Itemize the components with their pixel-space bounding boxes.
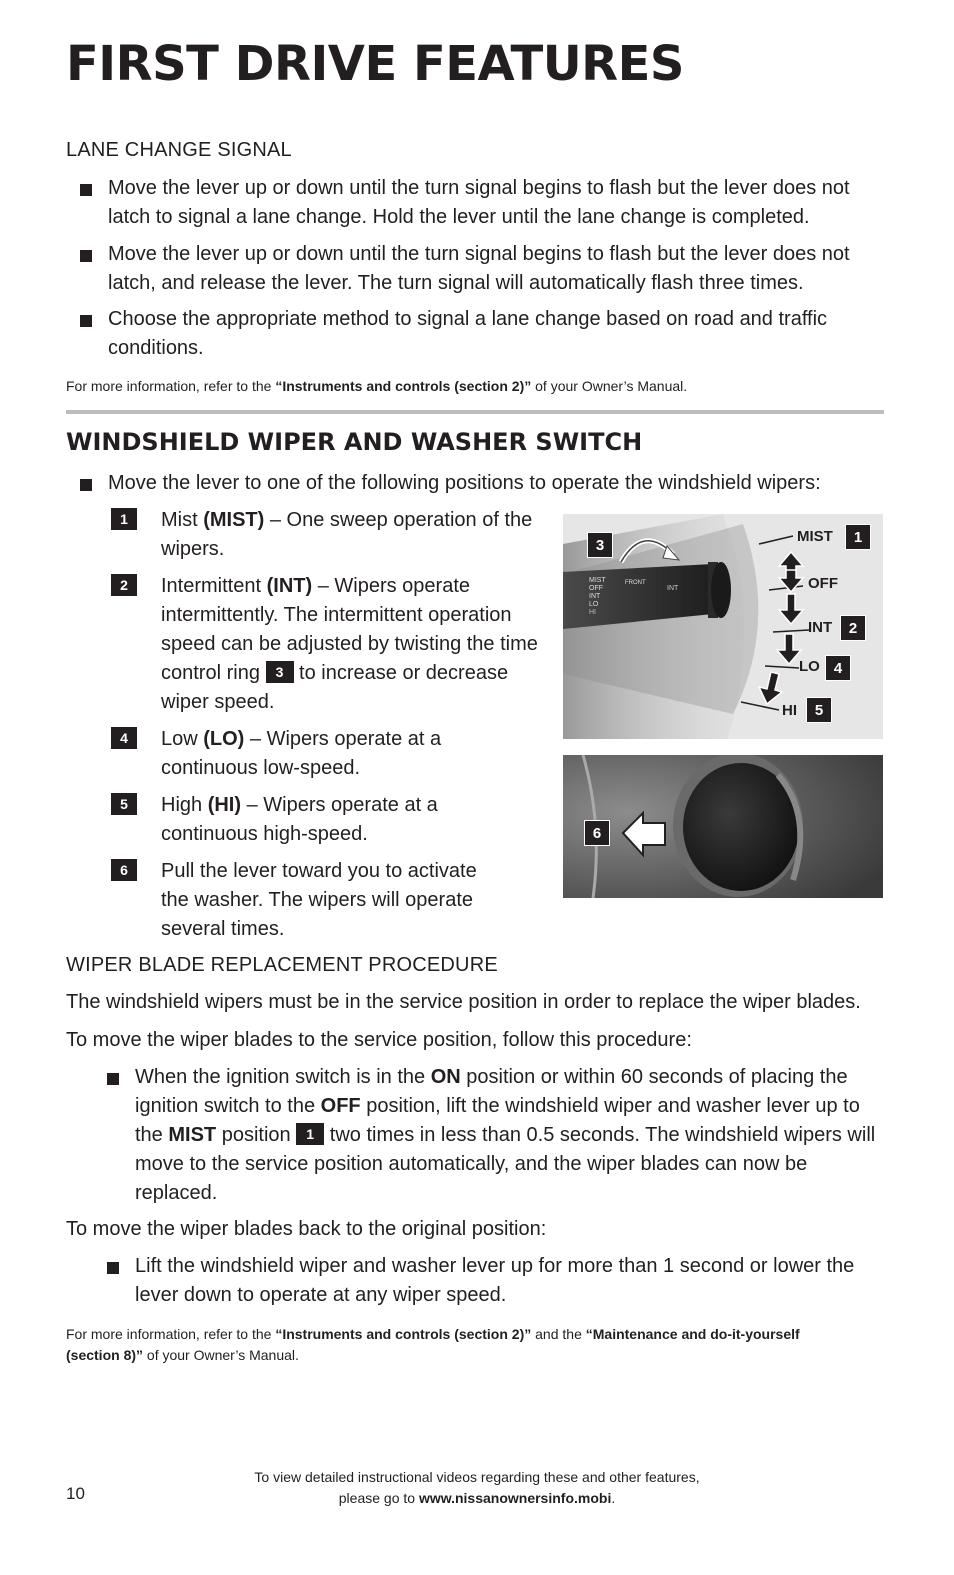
washer-number-badge: 6	[584, 820, 610, 846]
bullet-square	[80, 479, 92, 491]
page-title: FIRST DRIVE FEATURES	[66, 36, 684, 92]
mist-label: MIST	[797, 528, 833, 545]
bullet-text: Lift the windshield wiper and washer lever up for more than 1 second or lower the lever down to operate at any wiper speed.	[135, 1255, 855, 1306]
number-badge: 2	[111, 574, 137, 596]
int-number-badge: 2	[840, 615, 866, 641]
replacement-note: For more information, refer to the “Instruments and controls (section 2)” and the “Maintenance and do-it-yourself (section 8)” of your Owner’s Manual.	[66, 1326, 800, 1363]
number-badge: 3	[266, 661, 294, 683]
footer-line-2: please go to www.nissanownersinfo.mobi.	[338, 1490, 616, 1506]
bullet-text: Choose the appropriate method to signal a lane change based on road and traffic conditions.	[108, 308, 828, 359]
hi-label: HI	[782, 702, 797, 719]
lever-end-illustration	[563, 755, 883, 898]
number-badge: 5	[111, 793, 137, 815]
list-item	[108, 174, 888, 232]
bullet-square	[80, 184, 92, 196]
replacement-para-2: To move the wiper blades to the service position, follow this procedure:	[66, 1029, 692, 1051]
bullet-square	[107, 1262, 119, 1274]
bullet-square	[80, 250, 92, 262]
footer-note	[0, 1467, 954, 1509]
svg-text:INT: INT	[667, 585, 679, 592]
bullet-text: Move the lever up or down until the turn signal begins to flash but the lever does not latch, and release the lever. The turn signal will automatically flash three times.	[108, 243, 850, 294]
bullet-text: Move the lever to one of the following positions to operate the windshield wipers:	[108, 472, 821, 494]
replacement-para-1: The windshield wipers must be in the service position in order to replace the wiper blades.	[66, 991, 861, 1013]
list-item: When the ignition switch is in the ON position or within 60 seconds of placing the ignition switch to the OFF position, lift the windshield wiper and washer lever up to the MIST position 1 two times in less than 0.5 seconds. The windshield wipers will move to the service position automatically, and the wiper blades can now be replaced.	[135, 1063, 885, 1208]
hi-number-badge: 5	[806, 697, 832, 723]
section-divider	[66, 410, 884, 414]
lane-change-note: For more information, refer to the “Instruments and controls (section 2)” of your Owner’s Manual.	[66, 378, 688, 394]
wiper-item-hi: 5 High (HI) – Wipers operate at a continuous high-speed.	[161, 791, 491, 849]
svg-text:FRONT: FRONT	[625, 580, 646, 586]
lo-number-badge: 4	[825, 655, 851, 681]
svg-text:INT: INT	[589, 593, 601, 600]
svg-text:OFF: OFF	[589, 585, 603, 592]
footer-line-1: To view detailed instructional videos regarding these and other features,	[254, 1469, 700, 1485]
lane-change-heading: LANE CHANGE SIGNAL	[66, 139, 292, 161]
wiper-item-washer: 6 Pull the lever toward you to activate the washer. The wipers will operate several times.	[161, 857, 501, 944]
washer-pull-photo	[563, 755, 883, 898]
lo-label: LO	[799, 658, 820, 675]
number-badge: 1	[111, 508, 137, 530]
svg-text:HI: HI	[589, 609, 596, 616]
website-link[interactable]: www.nissanownersinfo.mobi	[418, 1490, 612, 1506]
wiper-lever-diagram	[563, 514, 883, 739]
number-badge: 4	[111, 727, 137, 749]
wiper-item-mist: 1 Mist (MIST) – One sweep operation of the wipers.	[161, 506, 541, 564]
mist-number-badge: 1	[845, 524, 871, 550]
wiper-section-title: WINDSHIELD WIPER AND WASHER SWITCH	[66, 428, 643, 456]
bullet-text: Move the lever up or down until the turn signal begins to flash but the lever does not latch to signal a lane change. Hold the lever until the lane change is completed.	[108, 177, 850, 228]
off-label: OFF	[808, 575, 838, 592]
bullet-square	[80, 315, 92, 327]
svg-text:MIST: MIST	[589, 577, 606, 584]
list-item	[108, 469, 888, 498]
replacement-para-3: To move the wiper blades back to the original position:	[66, 1218, 547, 1240]
ring-number-badge: 3	[587, 532, 613, 558]
list-item	[135, 1252, 885, 1310]
wiper-item-lo: 4 Low (LO) – Wipers operate at a continuous low-speed.	[161, 725, 491, 783]
number-badge: 1	[296, 1123, 324, 1145]
wiper-item-int: 2 Intermittent (INT) – Wipers operate intermittently. The intermittent operation speed can be adjusted by twisting the time control ring 3 to increase or decrease wiper speed.	[161, 572, 556, 717]
svg-text:LO: LO	[589, 601, 599, 608]
list-item	[108, 305, 828, 363]
bullet-square	[107, 1073, 119, 1085]
number-badge: 6	[111, 859, 137, 881]
replacement-heading: WIPER BLADE REPLACEMENT PROCEDURE	[66, 954, 498, 976]
int-label: INT	[808, 619, 833, 636]
list-item	[108, 240, 888, 298]
page-number: 10	[66, 1484, 85, 1503]
